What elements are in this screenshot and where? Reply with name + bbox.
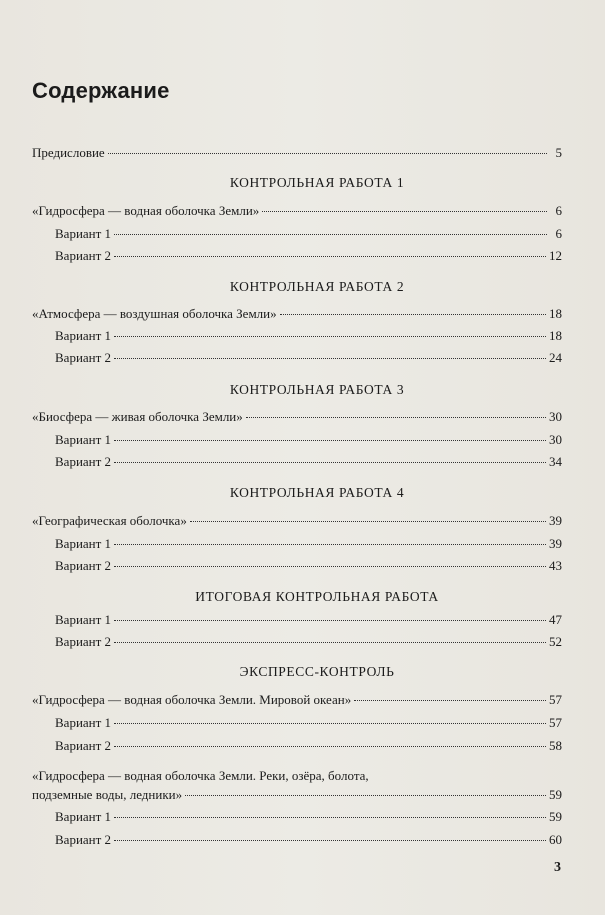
toc-entry-topic[interactable]: [32, 306, 562, 326]
toc-entry-variant[interactable]: [55, 809, 562, 829]
section-heading: ИТОГОВАЯ КОНТРОЛЬНАЯ РАБОТА: [195, 589, 439, 604]
toc-page-number: 39: [549, 536, 562, 551]
toc-page-number: 57: [549, 692, 562, 707]
toc-page-number: 30: [549, 409, 562, 424]
toc-page-number: 52: [549, 634, 562, 649]
dot-leader: [108, 153, 547, 154]
toc-entry-label: Вариант 2: [55, 558, 112, 573]
dot-leader: [185, 795, 546, 796]
toc-page-number: 59: [549, 809, 562, 824]
section-heading: КОНТРОЛЬНАЯ РАБОТА 1: [229, 175, 405, 190]
dot-leader: [114, 723, 546, 724]
toc-entry-label: Вариант 2: [55, 248, 112, 263]
toc-page-number: 12: [549, 248, 562, 263]
toc-entry-label: Вариант 2: [55, 454, 112, 469]
toc-entry-label: Вариант 1: [55, 715, 112, 730]
toc-page-number: 34: [549, 454, 562, 469]
toc-entry-label: «Гидросфера — водная оболочка Земли»: [32, 203, 260, 218]
dot-leader: [114, 642, 546, 643]
toc-entry-label: Вариант 1: [55, 328, 112, 343]
toc-entry-label: Предисловие: [32, 145, 105, 160]
toc-page-number: 58: [549, 738, 562, 753]
toc-entry-variant[interactable]: [55, 226, 562, 246]
toc-entry-topic[interactable]: [32, 787, 562, 807]
dot-leader: [114, 620, 546, 621]
dot-leader: [114, 462, 546, 463]
dot-leader: [114, 336, 546, 337]
toc-page-number: 6: [555, 203, 562, 218]
toc-entry-variant[interactable]: [55, 432, 562, 452]
toc-entry-label: Вариант 1: [55, 226, 112, 241]
toc-entry-label: Вариант 1: [55, 612, 112, 627]
dot-leader: [280, 314, 546, 315]
toc-entry-label: подземные воды, ледники»: [32, 787, 183, 802]
section-heading: КОНТРОЛЬНАЯ РАБОТА 2: [229, 279, 405, 294]
toc-entry-variant[interactable]: [55, 248, 562, 268]
toc-entry-variant[interactable]: [55, 832, 562, 852]
toc-entry-variant[interactable]: [55, 328, 562, 348]
page-title: Содержание: [32, 78, 170, 103]
page-number: 3: [554, 860, 561, 875]
toc-page-number: 47: [549, 612, 562, 627]
section-heading: КОНТРОЛЬНАЯ РАБОТА 3: [229, 382, 405, 397]
dot-leader: [262, 211, 547, 212]
toc-page-number: 57: [549, 715, 562, 730]
dot-leader: [114, 817, 546, 818]
toc-entry-label: Вариант 1: [55, 536, 112, 551]
toc-entry-variant[interactable]: [55, 558, 562, 578]
dot-leader: [114, 746, 546, 747]
toc-entry-label: Вариант 1: [55, 809, 112, 824]
toc-entry-variant[interactable]: [55, 350, 562, 370]
toc-entry-topic[interactable]: [32, 409, 562, 429]
toc-entry-topic[interactable]: [32, 692, 562, 712]
dot-leader: [246, 417, 546, 418]
dot-leader: [114, 234, 547, 235]
toc-page-number: 24: [549, 350, 562, 365]
dot-leader: [114, 544, 546, 545]
toc-page-number: 59: [549, 787, 562, 802]
toc-entry-variant[interactable]: [55, 612, 562, 632]
toc-page-number: 39: [549, 513, 562, 528]
toc-entry-label: «Атмосфера — воздушная оболочка Земли»: [32, 306, 277, 321]
toc-entry-variant[interactable]: [55, 454, 562, 474]
dot-leader: [114, 440, 546, 441]
toc-entry-variant[interactable]: [55, 634, 562, 654]
toc-entry-label: «Гидросфера — водная оболочка Земли. Мировой океан»: [32, 692, 352, 707]
toc-entry-topic[interactable]: [32, 513, 562, 533]
dot-leader: [114, 358, 546, 359]
toc-page-number: 18: [549, 306, 562, 321]
toc-page-number: 6: [555, 226, 562, 241]
section-heading: КОНТРОЛЬНАЯ РАБОТА 4: [229, 485, 405, 500]
toc-entry-label: «Биосфера — живая оболочка Земли»: [32, 409, 243, 424]
toc-entry-label: Вариант 1: [55, 432, 112, 447]
toc-page-number: 60: [549, 832, 562, 847]
toc-entry-variant[interactable]: [55, 536, 562, 556]
dot-leader: [114, 566, 546, 567]
dot-leader: [114, 840, 546, 841]
toc-entry-topic[interactable]: [32, 203, 562, 223]
dot-leader: [354, 700, 546, 701]
toc-entry-variant[interactable]: [55, 738, 562, 758]
toc-page-number: 30: [549, 432, 562, 447]
section-heading: ЭКСПРЕСС-КОНТРОЛЬ: [239, 664, 395, 679]
toc-entry-preface[interactable]: [32, 145, 562, 165]
toc-entry-label: Вариант 2: [55, 832, 112, 847]
toc-entry-label: Вариант 2: [55, 738, 112, 753]
toc-entry-label: «Географическая оболочка»: [32, 513, 187, 528]
dot-leader: [114, 256, 546, 257]
toc-entry-label: Вариант 2: [55, 350, 112, 365]
toc-entry-topic-line1[interactable]: «Гидросфера — водная оболочка Земли. Реки, озёра, болота,: [32, 768, 369, 783]
toc-page-number: 18: [549, 328, 562, 343]
dot-leader: [190, 521, 546, 522]
toc-entry-variant[interactable]: [55, 715, 562, 735]
toc-entry-label: Вариант 2: [55, 634, 112, 649]
toc-page-number: 43: [549, 558, 562, 573]
toc-page-number: 5: [555, 145, 562, 160]
